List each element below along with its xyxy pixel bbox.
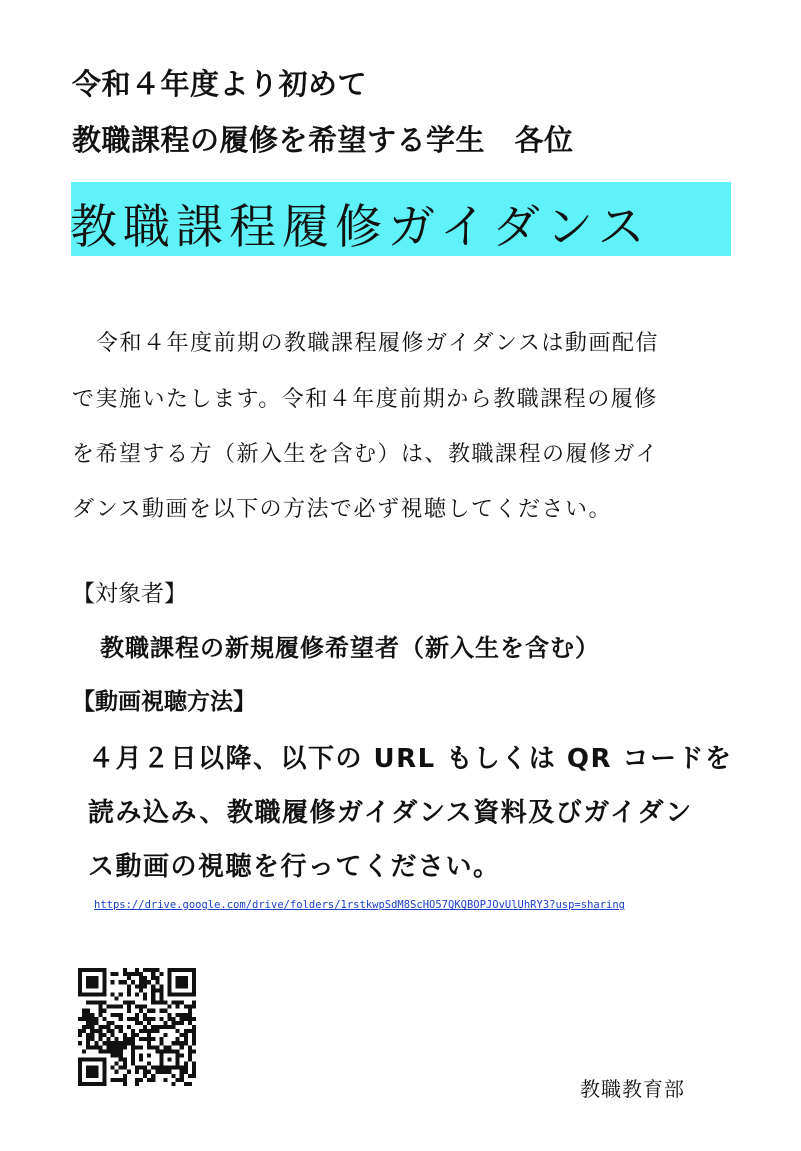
target-label: 【対象者】 (72, 581, 187, 607)
intro-line: ダンス動画を以下の方法で必ず視聴してください。 (72, 497, 613, 522)
method-line: ス動画の視聴を行ってください。 (88, 852, 501, 882)
method-line: 読み込み、教職履修ガイダンス資料及びガイダン (88, 798, 693, 828)
header-line-2: 教職課程の履修を希望する学生 各位 (72, 123, 574, 157)
department-name: 教職教育部 (580, 1077, 685, 1101)
drive-url-link[interactable]: https://drive.google.com/drive/folders/1rstkwpSdM8ScHO57QKQBOPJOvUlUhRY3?usp=sharing (94, 899, 626, 911)
method-label: 【動画視聴方法】 (72, 689, 256, 715)
header-line-1: 令和４年度より初めて (72, 67, 368, 101)
method-line: ４月２日以降、以下の URL もしくは QR コードを (88, 744, 733, 774)
target-text: 教職課程の新規履修希望者（新入生を含む） (100, 634, 600, 662)
intro-line: 令和４年度前期の教職課程履修ガイダンスは動画配信 (96, 331, 659, 356)
intro-line: を希望する方（新入生を含む）は、教職課程の履修ガイ (72, 442, 659, 467)
qr-code-icon[interactable] (78, 968, 196, 1086)
page-title: 教職課程履修ガイダンス (70, 200, 651, 255)
intro-line: で実施いたします。令和４年度前期から教職課程の履修 (72, 387, 658, 412)
